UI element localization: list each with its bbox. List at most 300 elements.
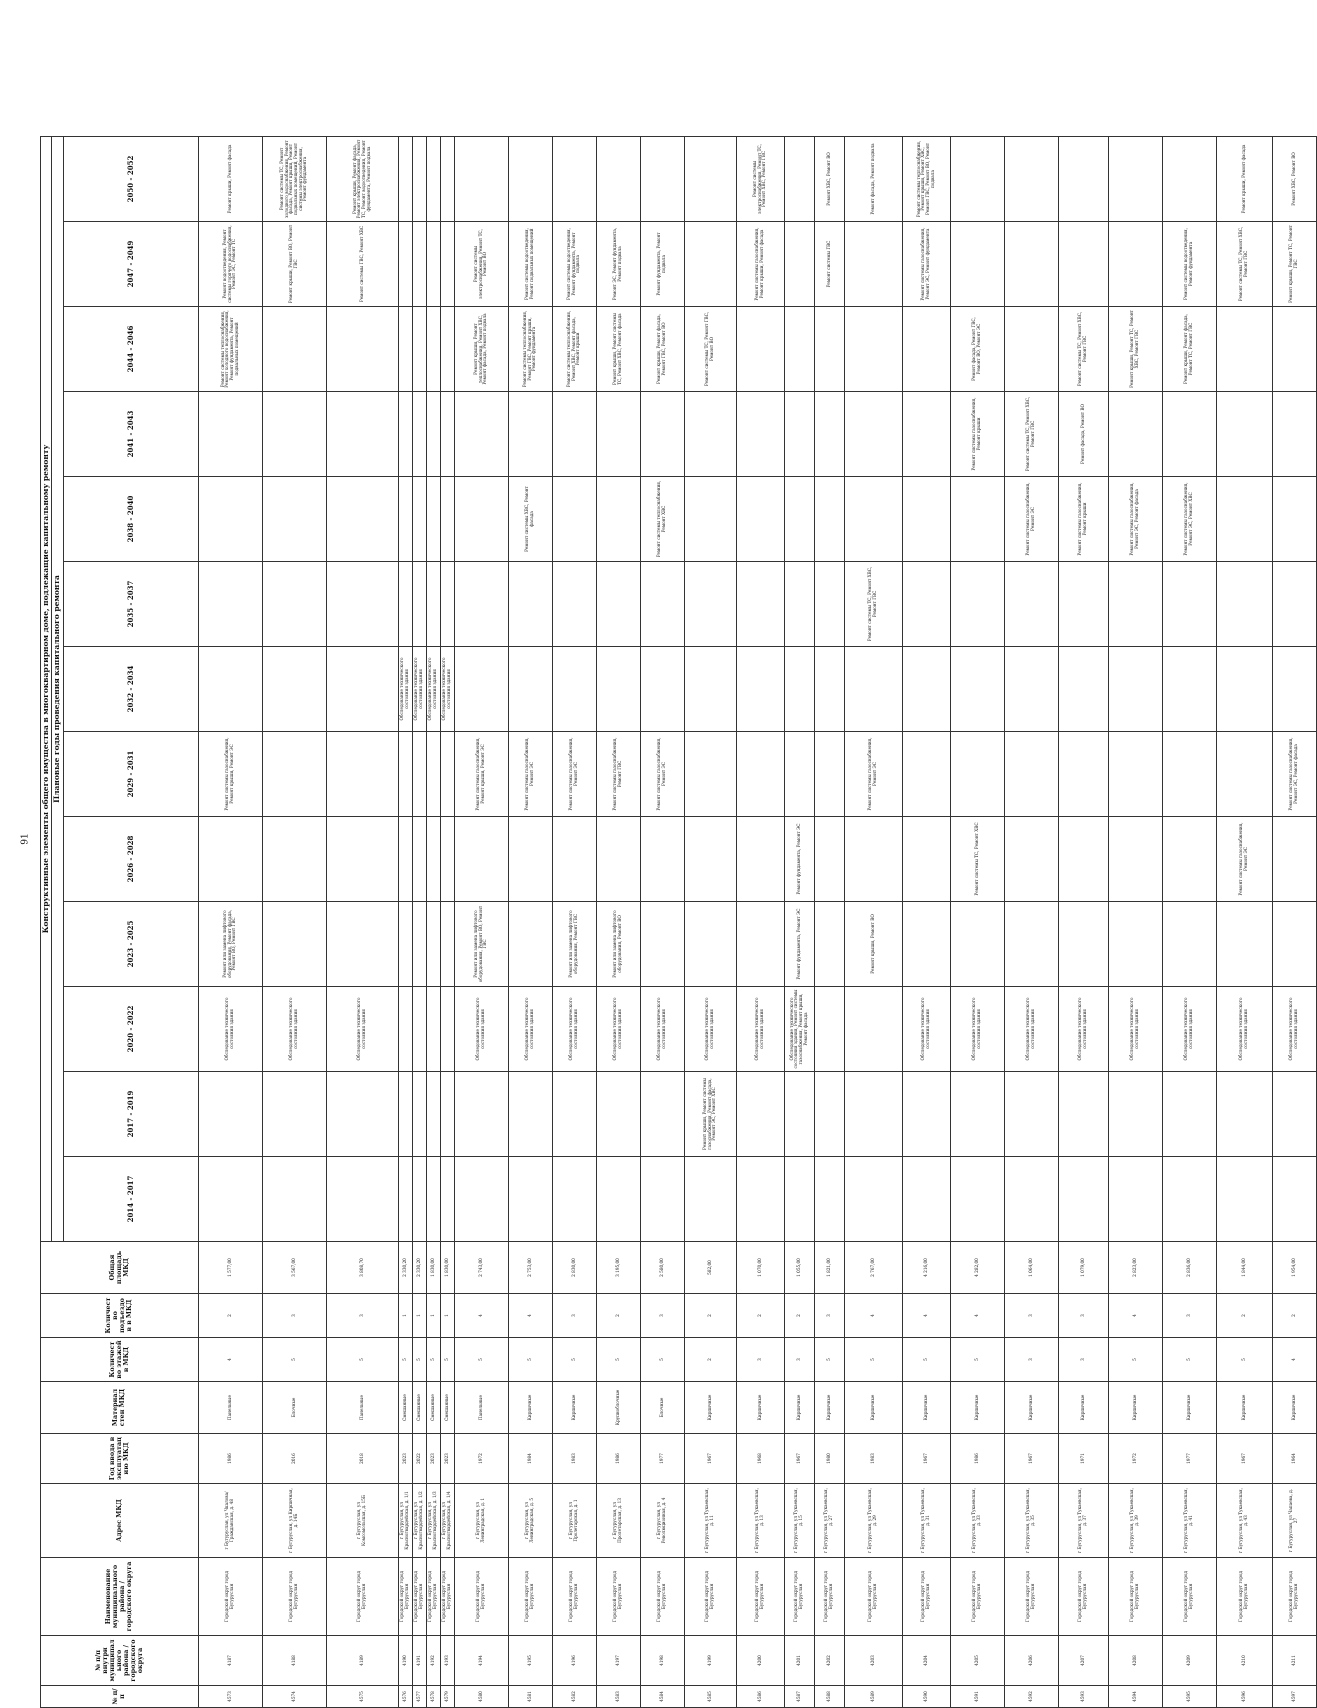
- row-mo-name: Городской округ город Бугуруслан: [398, 1558, 412, 1636]
- row-floors: 5: [1162, 1338, 1216, 1382]
- row-material: Кирпичные: [950, 1382, 1004, 1434]
- row-period-cell: [1004, 817, 1058, 902]
- row-period-cell: [640, 392, 684, 477]
- row-period-cell: [440, 392, 454, 477]
- row-period-cell: [814, 392, 844, 477]
- row-period-cell: [1058, 817, 1108, 902]
- row-mo-name: Городской округ город Бугуруслан: [736, 1558, 784, 1636]
- row-period-cell: Ремонт крыши, Ремонт теплоснабжения, Ремонт ХВС, Ремонт фасада, Ремонт подвала: [454, 307, 508, 392]
- row-period-cell: [596, 647, 640, 732]
- row-period-cell: Ремонт крыши, Ремонт ТС, Ремонт ГВС: [1272, 222, 1316, 307]
- row-period-cell: [198, 1072, 262, 1157]
- row-material: Панельные: [454, 1382, 508, 1434]
- row-period-cell: [1108, 732, 1162, 817]
- row-year: 2018: [326, 1434, 398, 1484]
- row-period-cell: [684, 1157, 736, 1242]
- row-period-cell: [950, 732, 1004, 817]
- row-period-cell: [454, 817, 508, 902]
- row-period-cell: [198, 647, 262, 732]
- row-mo-name: Городской округ город Бугуруслан: [902, 1558, 950, 1636]
- row-area: 1 954,00: [1272, 1242, 1316, 1294]
- row-period-cell: Ремонт системы ХВС, Ремонт фасада: [508, 477, 552, 562]
- row-period-cell: Ремонт системы ТС, Ремонт ХВС, Ремонт ГВС: [844, 562, 902, 647]
- row-period-cell: Ремонт крыши, Ремонт ВО, Ремонт ГВС: [262, 222, 326, 307]
- row-number: 4584: [640, 1686, 684, 1708]
- row-period-cell: [398, 307, 412, 392]
- row-period-cell: [454, 1157, 508, 1242]
- row-period-cell: Ремонт системы газоснабжения, Ремонт ЭС, Ремонт фасада: [1108, 477, 1162, 562]
- row-mo-number: 4207: [1058, 1636, 1108, 1686]
- row-material: Блочные: [262, 1382, 326, 1434]
- row-period-cell: [640, 817, 684, 902]
- row-period-cell: [1108, 562, 1162, 647]
- row-period-cell: Ремонт системы ТС, Ремонт ХВС, Ремонт ГВС: [1216, 222, 1272, 307]
- row-address: г Бугуруслан, ул Тукаевская, д. 43: [1216, 1484, 1272, 1558]
- row-period-cell: [1058, 1072, 1108, 1157]
- row-period-cell: [784, 1157, 814, 1242]
- row-period-cell: [552, 1072, 596, 1157]
- row-period-cell: [950, 1072, 1004, 1157]
- row-period-cell: Ремонт системы газоснабжения, Ремонт ЭС: [1216, 817, 1272, 902]
- row-period-cell: [426, 902, 440, 987]
- row-area: 2 580,00: [640, 1242, 684, 1294]
- row-period-cell: [326, 477, 398, 562]
- row-period-cell: [1272, 307, 1316, 392]
- row-period-cell: Ремонт системы ГВС, Ремонт ХВС: [326, 222, 398, 307]
- row-year: 1977: [1162, 1434, 1216, 1484]
- header-period: 2035 - 2037: [63, 562, 198, 647]
- row-period-cell: [950, 477, 1004, 562]
- row-mo-name: Городской округ город Бугуруслан: [684, 1558, 736, 1636]
- row-floors: 5: [814, 1338, 844, 1382]
- row-material: Кирпичные: [1216, 1382, 1272, 1434]
- row-period-cell: Ремонт системы газоснабжения, Ремонт крыши: [950, 392, 1004, 477]
- row-period-cell: Ремонт ХВС, Ремонт ВО: [1272, 136, 1316, 221]
- row-period-cell: Ремонт системы ГВС: [814, 222, 844, 307]
- row-period-cell: Обследование технического состояния здания: [1162, 987, 1216, 1072]
- row-period-cell: [398, 562, 412, 647]
- row-period-cell: [262, 817, 326, 902]
- row-floors: 5: [508, 1338, 552, 1382]
- row-period-cell: [412, 987, 426, 1072]
- row-material: Смешанные: [440, 1382, 454, 1434]
- row-material: Кирпичные: [1058, 1382, 1108, 1434]
- row-period-cell: [640, 1072, 684, 1157]
- row-year: 1983: [552, 1434, 596, 1484]
- row-mo-name: Городской округ город Бугуруслан: [1004, 1558, 1058, 1636]
- row-period-cell: [440, 1072, 454, 1157]
- row-period-cell: [1162, 732, 1216, 817]
- row-mo-number: 4193: [440, 1636, 454, 1686]
- row-period-cell: [326, 1157, 398, 1242]
- row-address: г Бугуруслан, ул Пролетарская, д. 13: [596, 1484, 640, 1558]
- row-period-cell: [552, 817, 596, 902]
- row-entrances: 2: [1272, 1294, 1316, 1338]
- row-period-cell: [1004, 307, 1058, 392]
- row-entrances: 2: [684, 1294, 736, 1338]
- row-entrances: 3: [814, 1294, 844, 1338]
- row-period-cell: [326, 307, 398, 392]
- row-period-cell: Ремонт или замена лифтового оборудования, Ремонт ГВС: [552, 902, 596, 987]
- row-year: 1986: [198, 1434, 262, 1484]
- row-period-cell: Ремонт системы газоснабжения, Ремонт ГВС: [596, 732, 640, 817]
- row-year: 1986: [596, 1434, 640, 1484]
- row-number: 4580: [454, 1686, 508, 1708]
- row-area: 2 330,20: [412, 1242, 426, 1294]
- row-period-cell: [784, 647, 814, 732]
- row-period-cell: [902, 732, 950, 817]
- row-material: Кирпичные: [1162, 1382, 1216, 1434]
- table-row: [262, 136, 326, 1707]
- row-period-cell: Ремонт крыши, Ремонт ВО: [844, 902, 902, 987]
- table-row: [1108, 136, 1162, 1707]
- header-material: Материал стен МКД: [41, 1382, 199, 1434]
- row-period-cell: [412, 562, 426, 647]
- row-period-cell: [398, 477, 412, 562]
- row-period-cell: [902, 1157, 950, 1242]
- row-period-cell: [1216, 392, 1272, 477]
- row-mo-number: 4198: [640, 1636, 684, 1686]
- row-period-cell: [398, 392, 412, 477]
- row-number: 4589: [844, 1686, 902, 1708]
- row-period-cell: Ремонт системы газоснабжения, Ремонт ЭС, Ремонт фасада: [1272, 732, 1316, 817]
- row-period-cell: [398, 987, 412, 1072]
- row-floors: 5: [552, 1338, 596, 1382]
- row-number: 4582: [552, 1686, 596, 1708]
- row-period-cell: Обследование технического состояния здания: [596, 987, 640, 1072]
- row-year: 1983: [844, 1434, 902, 1484]
- rotated-table-container: [40, 138, 1298, 1708]
- row-mo-name: Городской округ город Бугуруслан: [1108, 1558, 1162, 1636]
- row-period-cell: [1108, 902, 1162, 987]
- row-mo-name: Городской округ город Бугуруслан: [1272, 1558, 1316, 1636]
- table-row: [814, 136, 844, 1707]
- row-mo-number: 4188: [262, 1636, 326, 1686]
- row-period-cell: Обследование технического состояния здания: [262, 987, 326, 1072]
- row-floors: 5: [844, 1338, 902, 1382]
- row-period-cell: [1216, 1072, 1272, 1157]
- row-period-cell: [1162, 647, 1216, 732]
- row-period-cell: Обследование технического состояния здания: [640, 987, 684, 1072]
- row-mo-number: 4197: [596, 1636, 640, 1686]
- row-period-cell: Обследование технического состояния здания: [412, 647, 426, 732]
- row-address: г Бугуруслан, ул Тукаевская, д. 13: [736, 1484, 784, 1558]
- row-period-cell: [1216, 732, 1272, 817]
- row-address: г Бугуруслан, ул Тукаевская, д. 35: [1004, 1484, 1058, 1558]
- row-period-cell: Ремонт или замена лифтового оборудования, Ремонт фасада, Ремонт ВО, Ремонт ГВС: [198, 902, 262, 987]
- row-period-cell: [326, 732, 398, 817]
- row-address: г Бугуруслан, ул Тукаевская, д. 33: [950, 1484, 1004, 1558]
- row-period-cell: Ремонт системы водоотведения, Ремонт подвальных помещений: [508, 222, 552, 307]
- row-entrances: 3: [1058, 1294, 1108, 1338]
- row-period-cell: [1058, 562, 1108, 647]
- row-number: 4594: [1108, 1686, 1162, 1708]
- row-address: г Бугуруслан, ул Красногвардейская, д. 1/1: [398, 1484, 412, 1558]
- header-area: Общая площадь МКД: [41, 1242, 199, 1294]
- row-period-cell: Обследование технического состояния здания: [440, 647, 454, 732]
- table-row: [844, 136, 902, 1707]
- row-floors: 4: [198, 1338, 262, 1382]
- row-period-cell: [198, 1157, 262, 1242]
- row-period-cell: [784, 562, 814, 647]
- row-period-cell: Ремонт фасада, Ремонт подвала: [844, 136, 902, 221]
- row-entrances: 4: [902, 1294, 950, 1338]
- row-address: г Бугуруслан, ул Красногвардейская, д. 1/3: [426, 1484, 440, 1558]
- header-period: 2017 - 2019: [63, 1072, 198, 1157]
- header-group-years: Плановые годы проведения капитального ремонта: [52, 136, 63, 1241]
- row-period-cell: [950, 136, 1004, 221]
- row-period-cell: [684, 222, 736, 307]
- row-number: 4577: [412, 1686, 426, 1708]
- row-mo-number: 4192: [426, 1636, 440, 1686]
- row-period-cell: [552, 562, 596, 647]
- row-period-cell: [784, 222, 814, 307]
- row-material: Блочные: [640, 1382, 684, 1434]
- row-period-cell: [1216, 1157, 1272, 1242]
- row-material: Кирпичные: [814, 1382, 844, 1434]
- row-period-cell: [262, 647, 326, 732]
- row-floors: 5: [326, 1338, 398, 1382]
- header-entrances: Количество подъездов в МКД: [41, 1294, 199, 1338]
- row-mo-name: Городской округ город Бугуруслан: [1058, 1558, 1108, 1636]
- row-entrances: 2: [198, 1294, 262, 1338]
- row-mo-name: Городской округ город Бугуруслан: [814, 1558, 844, 1636]
- row-period-cell: [1058, 222, 1108, 307]
- row-period-cell: [684, 562, 736, 647]
- row-period-cell: Ремонт системы газоснабжения, Ремонт ЭС: [844, 732, 902, 817]
- row-mo-name: Городской округ город Бугуруслан: [198, 1558, 262, 1636]
- row-period-cell: [640, 562, 684, 647]
- row-period-cell: Обследование технического состояния здания: [198, 987, 262, 1072]
- header-period: 2041 - 2043: [63, 392, 198, 477]
- row-period-cell: [596, 817, 640, 902]
- row-period-cell: [508, 647, 552, 732]
- row-year: 1967: [1216, 1434, 1272, 1484]
- row-period-cell: [426, 307, 440, 392]
- row-mo-number: 4199: [684, 1636, 736, 1686]
- row-period-cell: [326, 1072, 398, 1157]
- row-period-cell: [814, 1157, 844, 1242]
- row-number: 4586: [736, 1686, 784, 1708]
- row-period-cell: Обследование технического состояния здания: [736, 987, 784, 1072]
- row-number: 4596: [1216, 1686, 1272, 1708]
- row-period-cell: [426, 732, 440, 817]
- row-period-cell: [508, 1072, 552, 1157]
- header-period: 2026 - 2028: [63, 817, 198, 902]
- row-entrances: 3: [552, 1294, 596, 1338]
- row-period-cell: [398, 902, 412, 987]
- row-period-cell: Ремонт фундамента, Ремонт подвала: [640, 222, 684, 307]
- row-period-cell: [454, 477, 508, 562]
- table-row: [1058, 136, 1108, 1707]
- row-area: 1 830,00: [440, 1242, 454, 1294]
- row-number: 4579: [440, 1686, 454, 1708]
- row-address: г Бугуруслан, ул Красногвардейская, д. 1/4: [440, 1484, 454, 1558]
- row-year: 2023: [440, 1434, 454, 1484]
- row-period-cell: [326, 647, 398, 732]
- header-period: 2044 - 2046: [63, 307, 198, 392]
- row-number: 4592: [1004, 1686, 1058, 1708]
- row-area: 1 830,00: [426, 1242, 440, 1294]
- row-material: Кирпичные: [784, 1382, 814, 1434]
- header-period: 2029 - 2031: [63, 732, 198, 817]
- row-area: 2 753,00: [508, 1242, 552, 1294]
- row-period-cell: [426, 392, 440, 477]
- row-period-cell: [844, 307, 902, 392]
- table-row: [684, 136, 736, 1707]
- row-period-cell: [426, 562, 440, 647]
- row-period-cell: [640, 902, 684, 987]
- row-address: г Бугуруслан, ул Комсомольская, д. 15Б: [326, 1484, 398, 1558]
- row-number: 4587: [784, 1686, 814, 1708]
- row-period-cell: [1004, 647, 1058, 732]
- row-material: Кирпичные: [552, 1382, 596, 1434]
- row-period-cell: [1272, 562, 1316, 647]
- row-number: 4576: [398, 1686, 412, 1708]
- row-number: 4575: [326, 1686, 398, 1708]
- row-period-cell: [552, 647, 596, 732]
- row-address: г Бугуруслан, ул Тукаевская, д. 15: [784, 1484, 814, 1558]
- row-period-cell: [198, 477, 262, 562]
- row-period-cell: [1108, 1072, 1162, 1157]
- row-area: 2 767,00: [844, 1242, 902, 1294]
- row-material: Кирпичные: [508, 1382, 552, 1434]
- capital-repair-table: [40, 136, 1317, 1708]
- row-period-cell: [736, 562, 784, 647]
- row-mo-number: 4191: [412, 1636, 426, 1686]
- header-period: 2032 - 2034: [63, 647, 198, 732]
- table-row: [326, 136, 398, 1707]
- row-period-cell: [1058, 1157, 1108, 1242]
- row-area: 1 844,00: [1216, 1242, 1272, 1294]
- row-period-cell: Ремонт крыши, Ремонт системы газоснабжения, Ремонт фасада, Ремонт ЭС, Ремонт ХВС: [684, 1072, 736, 1157]
- row-period-cell: [684, 732, 736, 817]
- row-period-cell: [814, 477, 844, 562]
- row-period-cell: [596, 1157, 640, 1242]
- row-period-cell: [1108, 136, 1162, 221]
- row-entrances: 1: [426, 1294, 440, 1338]
- row-period-cell: [1058, 902, 1108, 987]
- row-period-cell: [412, 222, 426, 307]
- table-row: [398, 136, 412, 1707]
- row-number: 4583: [596, 1686, 640, 1708]
- table-row: [426, 136, 440, 1707]
- row-area: 582,00: [684, 1242, 736, 1294]
- table-row: [412, 136, 426, 1707]
- row-period-cell: [440, 817, 454, 902]
- row-period-cell: [902, 817, 950, 902]
- row-period-cell: [426, 1157, 440, 1242]
- row-period-cell: [1162, 392, 1216, 477]
- row-period-cell: [454, 647, 508, 732]
- row-period-cell: [262, 307, 326, 392]
- row-period-cell: [1004, 1157, 1058, 1242]
- row-floors: 3: [736, 1338, 784, 1382]
- row-period-cell: Ремонт крыши, Ремонт фасада: [198, 136, 262, 221]
- row-area: 2 330,20: [398, 1242, 412, 1294]
- row-area: 1 821,00: [814, 1242, 844, 1294]
- row-floors: 5: [902, 1338, 950, 1382]
- row-entrances: 3: [1004, 1294, 1058, 1338]
- row-mo-name: Городской округ город Бугуруслан: [1162, 1558, 1216, 1636]
- row-period-cell: [596, 562, 640, 647]
- row-period-cell: [950, 222, 1004, 307]
- header-period: 2014 - 2017: [63, 1157, 198, 1242]
- row-material: Панельные: [198, 1382, 262, 1434]
- row-period-cell: [844, 817, 902, 902]
- header-period: 2047 - 2049: [63, 222, 198, 307]
- row-mo-number: 4200: [736, 1636, 784, 1686]
- row-address: г Бугуруслан, ул Ленинградская, д. 5: [508, 1484, 552, 1558]
- row-period-cell: [596, 477, 640, 562]
- row-period-cell: [950, 647, 1004, 732]
- row-address: г Бугуруслан, ул Революционная, д. 4: [640, 1484, 684, 1558]
- row-period-cell: [398, 136, 412, 221]
- row-period-cell: [552, 136, 596, 221]
- row-period-cell: [326, 562, 398, 647]
- row-period-cell: Обследование технического состояния здания: [1272, 987, 1316, 1072]
- row-mo-number: 4202: [814, 1636, 844, 1686]
- row-period-cell: [1058, 732, 1108, 817]
- row-period-cell: [508, 902, 552, 987]
- row-period-cell: [784, 307, 814, 392]
- row-entrances: 2: [736, 1294, 784, 1338]
- row-address: г Бугуруслан, ул Кирпичная, д. 14Б: [262, 1484, 326, 1558]
- row-area: 1 079,00: [1058, 1242, 1108, 1294]
- row-period-cell: [844, 222, 902, 307]
- row-period-cell: Ремонт системы газоснабжения, Ремонт крыши, Ремонт ЭС: [198, 732, 262, 817]
- row-period-cell: Ремонт системы ТС, Ремонт ХВС, Ремонт ГВС: [1004, 392, 1058, 477]
- row-floors: 5: [1216, 1338, 1272, 1382]
- row-period-cell: [1058, 136, 1108, 221]
- row-period-cell: [552, 1157, 596, 1242]
- row-number: 4573: [198, 1686, 262, 1708]
- row-year: 1972: [1108, 1434, 1162, 1484]
- row-period-cell: [736, 817, 784, 902]
- row-period-cell: [902, 307, 950, 392]
- row-period-cell: Обследование технического состояния здания: [1004, 987, 1058, 1072]
- row-period-cell: [784, 392, 814, 477]
- row-period-cell: [398, 222, 412, 307]
- row-period-cell: Ремонт системы теплоснабжения, Ремонт крыши, Ремонт ХВС, Ремонт ГВС, Ремонт ВО, Ремонт подвала: [902, 136, 950, 221]
- row-number: 4588: [814, 1686, 844, 1708]
- header-period: 2038 - 2040: [63, 477, 198, 562]
- row-period-cell: Обследование технического состояния здания: [1216, 987, 1272, 1072]
- row-period-cell: [1162, 817, 1216, 902]
- row-period-cell: Обследование технического состояния здания: [950, 987, 1004, 1072]
- table-row: [784, 136, 814, 1707]
- row-mo-number: 4195: [508, 1636, 552, 1686]
- row-period-cell: Ремонт фасада, Ремонт ВО: [1058, 392, 1108, 477]
- row-period-cell: [440, 136, 454, 221]
- row-period-cell: [736, 1072, 784, 1157]
- row-area: 3 567,00: [262, 1242, 326, 1294]
- header-period: 2020 - 2022: [63, 987, 198, 1072]
- row-period-cell: [326, 817, 398, 902]
- row-area: 4 216,00: [902, 1242, 950, 1294]
- row-number: 4585: [684, 1686, 736, 1708]
- header-num: № п/п: [41, 1686, 199, 1708]
- row-period-cell: [1108, 222, 1162, 307]
- row-year: 2016: [262, 1434, 326, 1484]
- row-period-cell: [426, 222, 440, 307]
- row-period-cell: [844, 1072, 902, 1157]
- header-period: 2023 - 2025: [63, 902, 198, 987]
- row-mo-name: Городской округ город Бугуруслан: [440, 1558, 454, 1636]
- row-period-cell: [640, 136, 684, 221]
- row-floors: 5: [1108, 1338, 1162, 1382]
- row-mo-name: Городской округ город Бугуруслан: [844, 1558, 902, 1636]
